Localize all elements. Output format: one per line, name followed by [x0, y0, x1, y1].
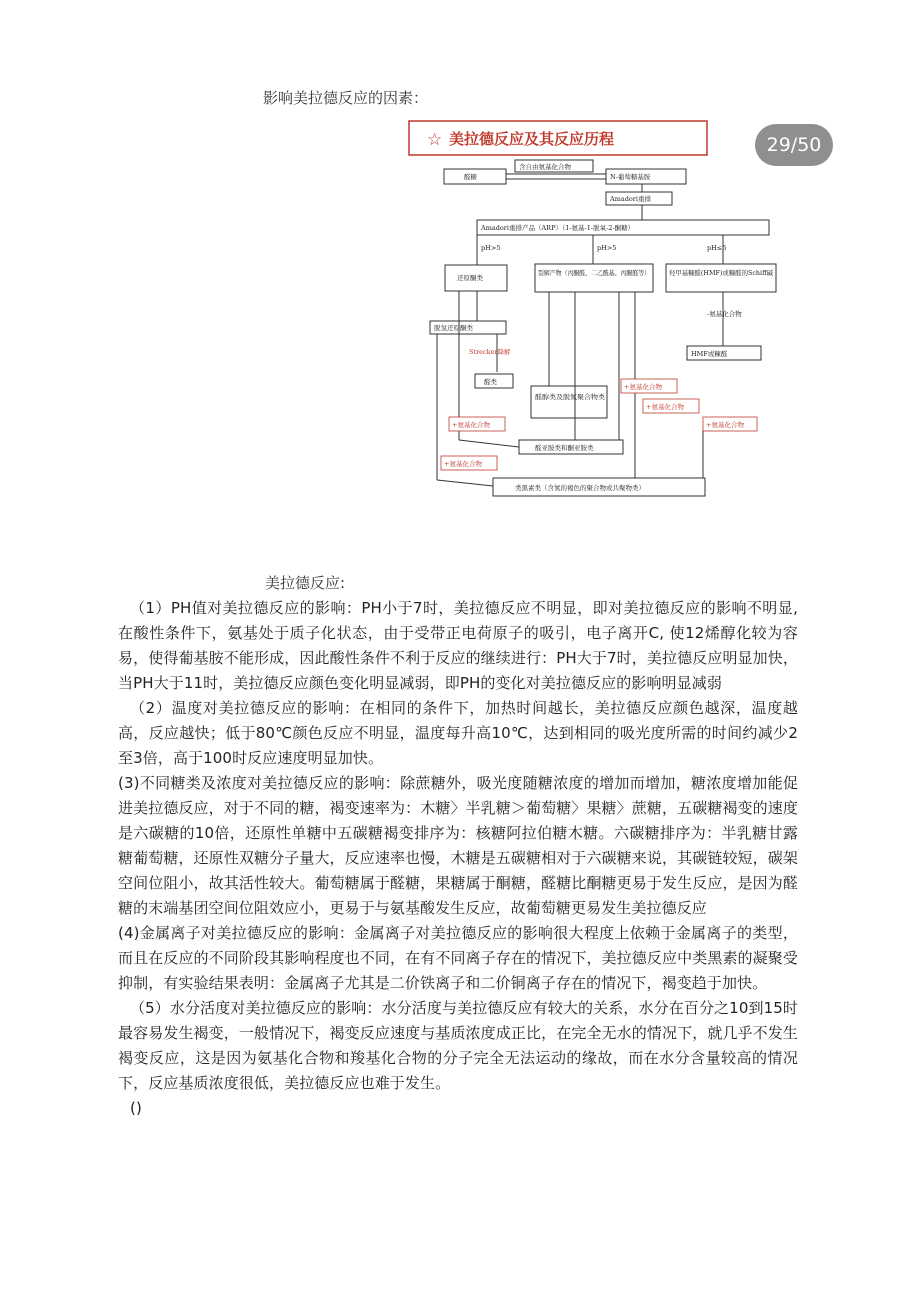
- figure-heading: 影响美拉德反应的因素：: [263, 89, 429, 107]
- red-amino-label-4: +氨基化合物: [706, 421, 744, 429]
- node-hmf-label: 羟甲基糠醛(HMF)或糠醛的Schiff碱: [669, 269, 775, 277]
- paragraph-empty: (): [130, 1099, 142, 1117]
- paragraph-sugars: (3)不同糖类及浓度对美拉德反应的影响：除蔗糖外，吸光度随糖浓度的增加而增加，糖浓度增加能促进美拉德反应，对于不同的糖，褐变速率为：木糖〉半乳糖＞葡萄糖〉果糖〉蔗糖，五碳糖褐变的速度是六碳糖的10倍，还原性单糖中五碳糖褐变排序为：核糖阿拉伯糖木糖。六碳糖排序为：半乳糖甘露糖葡萄糖，还原性双糖分子量大，反应速率也慢，木糖是五碳糖相对于六碳糖来说，其碳链较短，碳架空间位阻小，故其活性较大。葡萄糖属于醛糖，果糖属于酮糖，醛糖比酮糖更易于发生反应，是因为醛糖的末端基团空间位阻效应小，更易于与氨基酸发生反应，故葡萄糖更易发生美拉德反应: [118, 774, 798, 917]
- diagram-title: 美拉德反应及其反应历程: [449, 130, 615, 148]
- node-dehydro-label: 脱氢还原酮类: [434, 324, 473, 332]
- paragraph-temperature: （2）温度对美拉德反应的影响：在相同的条件下，加热时间越长，美拉德反应颜色越深，温度越高，反应越快；低于80℃颜色反应不明显，温度每升高10℃，达到相同的吸光度所需的时间约减少2至3倍，高于100时反应速度明显加快。: [118, 699, 798, 767]
- node-aldol-label: 醛醇类及脱氮聚合物类: [535, 393, 600, 401]
- node-n-glucosamine-label: N-葡萄糖基胺: [610, 173, 651, 181]
- ph-gt5-a: pH>5: [481, 244, 501, 252]
- node-aldol: [531, 386, 607, 418]
- red-amino-label-5: +氨基化合物: [444, 460, 482, 468]
- paragraph-metal-ions: (4)金属离子对美拉德反应的影响：金属离子对美拉德反应的影响很大程度上依赖于金属离子的类型，而且在反应的不同阶段其影响程度也不同，在有不同离子存在的情况下，美拉德反应中类黑素的凝聚受抑制，有实验结果表明：金属离子尤其是二价铁离子和二价铜离子存在的情况下，褐变趋于加快。: [118, 924, 798, 992]
- amino-compound-label: -氨基化合物: [707, 310, 742, 318]
- node-amino-compound-label: 含自由氨基化合物: [519, 163, 571, 171]
- page-counter-badge: 29/50: [755, 124, 833, 166]
- body-text: [118, 596, 798, 1121]
- node-aldimine-label: 醛亚胺类和酮亚胺类: [535, 444, 594, 452]
- red-amino-label-1: +氨基化合物: [624, 383, 662, 391]
- node-aldose-label: 醛糖: [464, 173, 477, 181]
- node-hmf-furfural-label: HMF或糠醛: [691, 350, 728, 358]
- section-heading: 美拉德反应:: [265, 574, 346, 592]
- red-amino-label-2: +氨基化合物: [646, 403, 684, 411]
- node-melanoidins-label: 类黑素类（含氮的褐色的聚合物或共聚物类）: [515, 484, 645, 492]
- node-fission-label: 裂解产物（丙酮醛、二乙酰基、丙酮醛等）: [538, 269, 662, 277]
- maillard-reaction-diagram: [365, 118, 835, 560]
- red-amino-label-3: +氨基化合物: [452, 421, 490, 429]
- strecker-label: Strecker降解: [469, 348, 511, 356]
- ph-gt5-b: pH>5: [597, 244, 617, 252]
- node-arp-label: Amadori重排产品（ARP）（1-氨基-1-脱氧-2-酮糖）: [481, 224, 635, 232]
- node-aldehydes-label: 醛类: [484, 378, 497, 386]
- node-amadori-label: Amadori重排: [610, 195, 651, 203]
- node-reductones-label: 还原酮类: [457, 274, 483, 282]
- star-icon: ☆: [427, 130, 443, 150]
- paragraph-ph: （1）PH值对美拉德反应的影响：PH小于7时，美拉德反应不明显，即对美拉德反应的影响不明显,在酸性条件下，氨基处于质子化状态，由于受带正电荷原子的吸引，电子离开C, 使12烯醇化较为容易，使得葡基胺不能形成，因此酸性条件不利于反应的继续进行：PH大于7时，美拉德反应明显加快，当PH大于11时，美拉德反应颜色变化明显减弱，即PH的变化对美拉德反应的影响明显减弱: [118, 599, 798, 692]
- paragraph-water-activity: （5）水分活度对美拉德反应的影响：水分活度与美拉德反应有较大的关系，水分在百分之10到15时最容易发生褐变，一般情况下，褐变反应速度与基质浓度成正比，在完全无水的情况下，就几乎不发生褐变反应，这是因为氨基化合物和羧基化合物的分子完全无法运动的缘故，而在水分含量较高的情况下，反应基质浓度很低，美拉德反应也难于发生。: [118, 999, 798, 1092]
- ph-le5: pH≤5: [707, 244, 727, 252]
